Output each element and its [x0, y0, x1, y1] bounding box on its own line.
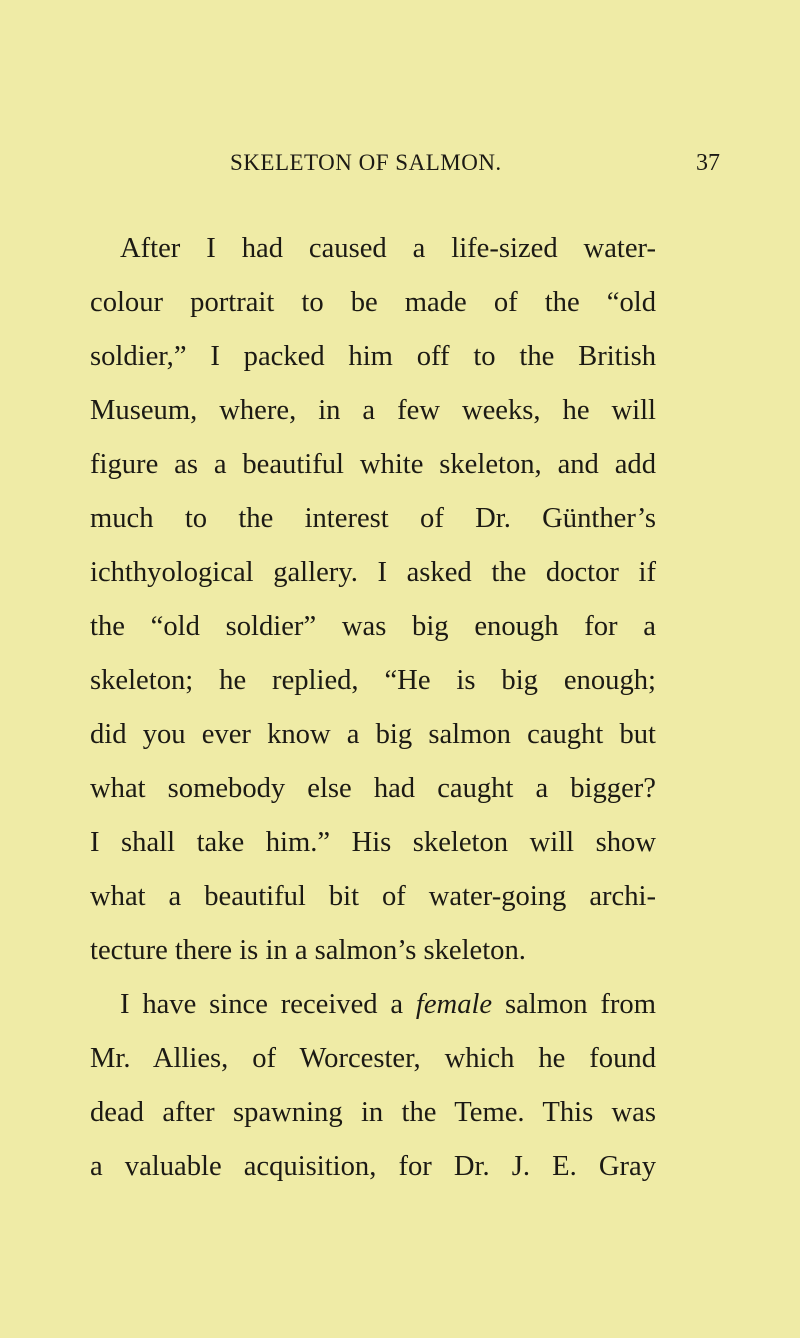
text-line: soldier,” I packed him off to the British [90, 341, 656, 372]
text-line: Museum, where, in a few weeks, he will [90, 395, 656, 426]
paragraph-1 [90, 222, 656, 978]
running-head [130, 150, 720, 180]
text-line: the “old soldier” was big enough for a [90, 611, 656, 642]
page-number: 37 [696, 150, 720, 176]
text-line: skeleton; he replied, “He is big enough; [90, 665, 656, 696]
italic-word: female [415, 989, 493, 1020]
text-line: Mr. Allies, of Worcester, which he found [90, 1043, 656, 1074]
text-line: a valuable acquisition, for Dr. J. E. Gray [90, 1151, 656, 1182]
paragraph-2 [90, 978, 656, 1194]
text-line: what a beautiful bit of water-going archi- [90, 881, 656, 912]
text-line: figure as a beautiful white skeleton, and add [90, 449, 656, 480]
text-line: did you ever know a big salmon caught but [90, 719, 656, 750]
text-line: colour portrait to be made of the “old [90, 287, 656, 318]
running-title: SKELETON OF SALMON. [230, 150, 502, 175]
text-line: much to the interest of Dr. Günther’s [90, 503, 656, 534]
text-line: tecture there is in a salmon’s skeleton. [90, 935, 526, 966]
text-line: what somebody else had caught a bigger? [90, 773, 656, 804]
text-fragment: I have since received a [120, 989, 404, 1020]
text-line: I shall take him.” His skeleton will show [90, 827, 656, 858]
body-text [90, 222, 656, 1194]
text-line [90, 978, 656, 1032]
text-line: dead after spawning in the Teme. This was [90, 1097, 656, 1128]
text-line: After I had caused a life-sized water- [120, 233, 656, 264]
text-fragment: salmon from [504, 989, 656, 1020]
text-line: ichthyological gallery. I asked the doctor if [90, 557, 656, 588]
